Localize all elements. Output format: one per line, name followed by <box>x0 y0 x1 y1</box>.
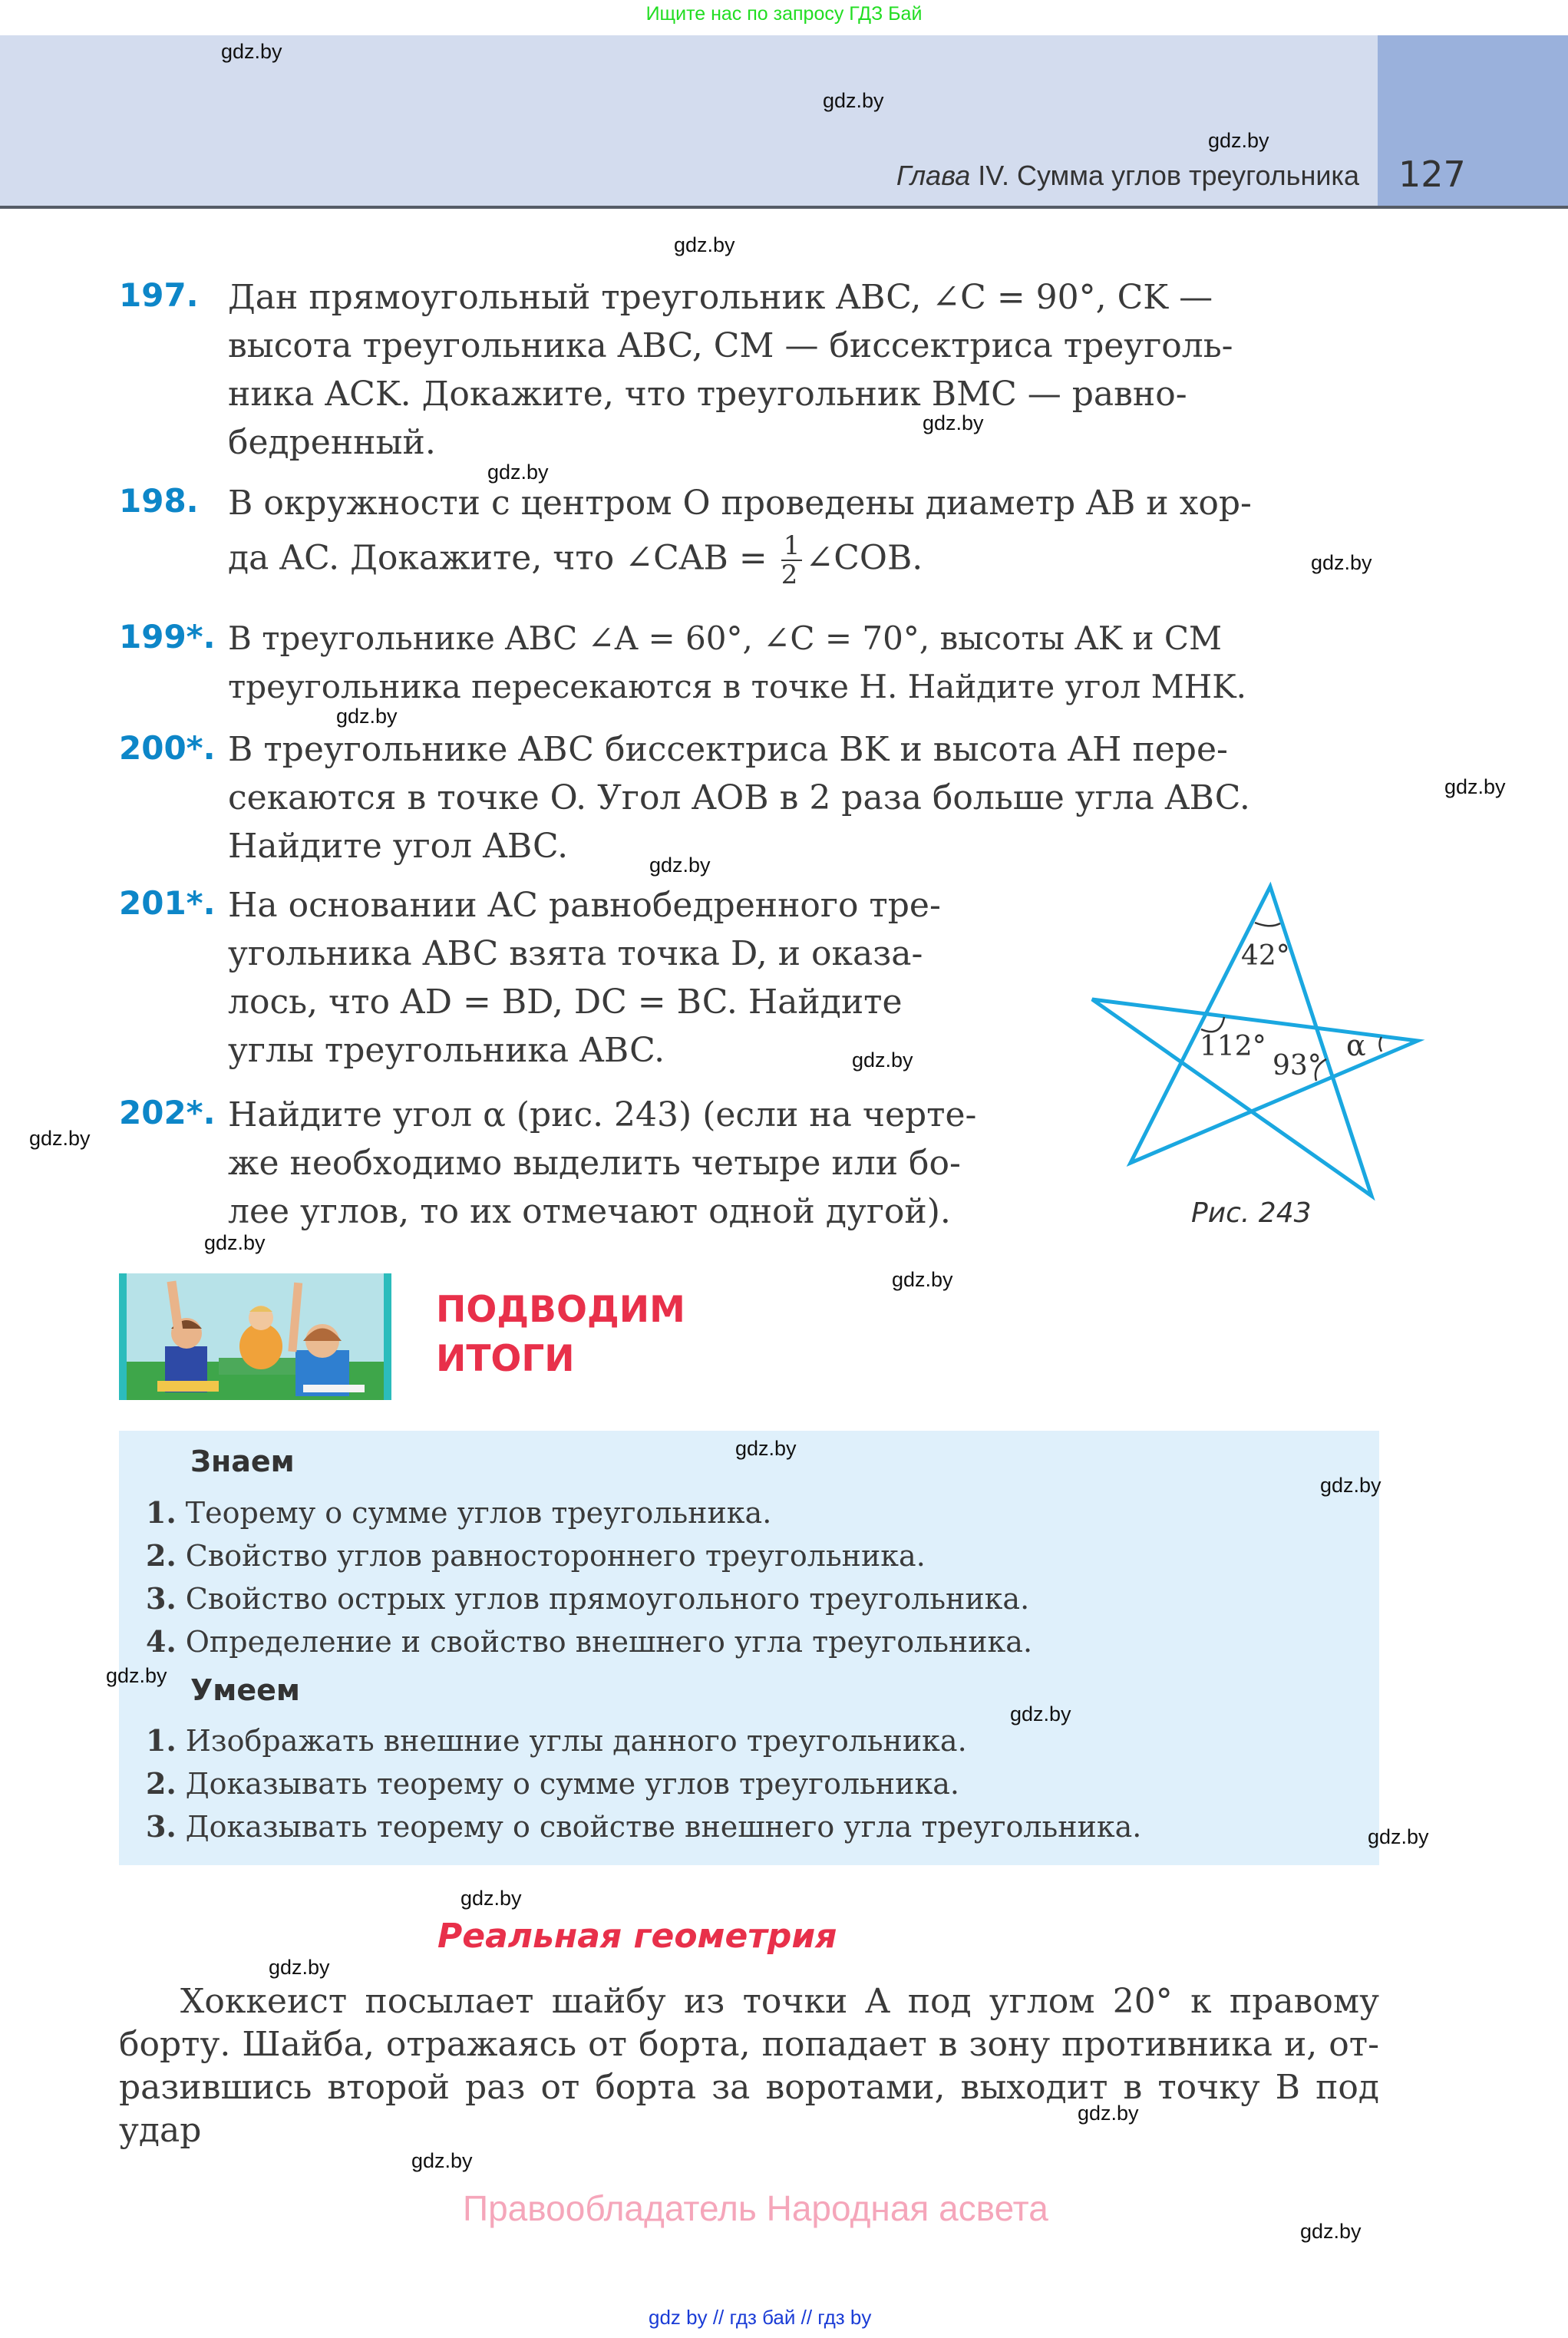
text-line: угольника ABC взята точка D, и оказа- <box>228 934 923 973</box>
can-list <box>146 1719 1141 1848</box>
watermark: gdz.by <box>1010 1702 1071 1725</box>
exercise-202 <box>228 1091 1054 1236</box>
watermark: gdz.by <box>29 1127 91 1150</box>
watermark: gdz.by <box>204 1231 266 1254</box>
exercise-197 <box>228 273 1379 467</box>
text-line: Найдите угол ABC. <box>228 827 569 866</box>
watermark: gdz.by <box>487 461 549 484</box>
watermark: gdz.by <box>1208 129 1269 152</box>
know-list <box>146 1491 1032 1663</box>
text-line: лось, что AD = BD, DC = BC. Найдите <box>228 982 903 1022</box>
exercise-200 <box>228 725 1379 870</box>
watermark: gdz.by <box>923 411 984 434</box>
exercise-number: 201*. <box>119 884 216 922</box>
exercise-198 <box>228 479 1379 589</box>
text-line: В треугольнике ABC биссектриса BK и высота AH пере- <box>228 730 1228 769</box>
watermark: gdz.by <box>221 40 282 63</box>
chapter-name: IV. Сумма углов треугольника <box>978 160 1359 191</box>
watermark: gdz.by <box>1300 2220 1362 2243</box>
text-line: треугольника пересекаются в точке H. Найдите угол MHK. <box>228 668 1246 705</box>
summary-title: ПОДВОДИМ ИТОГИ <box>436 1289 685 1380</box>
angle-label-top: 42° <box>1241 940 1290 972</box>
list-item: 4. Определение и свойство внешнего угла треугольника. <box>146 1624 1033 1659</box>
real-geometry-heading: Реальная геометрия <box>437 1917 837 1956</box>
figure-caption: Рис. 243 <box>1191 1197 1312 1229</box>
watermark: gdz.by <box>735 1437 797 1460</box>
text-line: борту. Шайба, отражаясь от борта, попадает в зону противника и, от- <box>119 2025 1379 2064</box>
footer-links[interactable]: gdz by // гдз бай // гдз by <box>649 2306 872 2329</box>
exercise-number: 198. <box>119 482 199 520</box>
watermark: gdz.by <box>1078 2102 1139 2125</box>
list-item: 2. Доказывать теорему о сумме углов треугольника. <box>146 1766 959 1801</box>
top-banner: Ищите нас по запросу ГДЗ Бай <box>645 3 923 25</box>
list-item: 1. Теорему о сумме углов треугольника. <box>146 1495 772 1530</box>
exercise-number: 199*. <box>119 618 216 655</box>
watermark: gdz.by <box>649 854 711 877</box>
exercise-number: 197. <box>119 276 199 314</box>
watermark: gdz.by <box>823 89 884 112</box>
text-line: углы треугольника ABC. <box>228 1031 665 1070</box>
angle-label-left: 112° <box>1200 1031 1266 1062</box>
chapter-prefix: Глава <box>896 160 971 191</box>
text-line: ника ACK. Докажите, что треугольник BMC — равно- <box>228 375 1187 414</box>
watermark: gdz.by <box>1444 775 1506 798</box>
exercise-number: 202*. <box>119 1094 216 1131</box>
text-line: Хоккеист посылает шайбу из точки A под углом 20° к правому <box>180 1982 1379 2021</box>
watermark: gdz.by <box>852 1048 913 1072</box>
copyright-notice: Правообладатель Народная асвета <box>463 2188 1048 2228</box>
summary-illustration <box>119 1273 391 1400</box>
list-item: 1. Изображать внешние углы данного треугольника. <box>146 1723 967 1758</box>
chapter-title <box>896 160 1359 192</box>
watermark: gdz.by <box>411 2149 473 2172</box>
text-line: разившись второй раз от борта за воротами, выходит в точку B под удар <box>119 2068 1379 2150</box>
text-line: секаются в точке O. Угол AOB в 2 раза больше угла ABC. <box>228 778 1250 817</box>
watermark: gdz.by <box>674 233 735 256</box>
page-number: 127 <box>1398 154 1466 195</box>
watermark: gdz.by <box>1368 1825 1429 1848</box>
exercise-201 <box>228 881 1054 1075</box>
angle-arc-alpha <box>1380 1037 1382 1052</box>
list-item: 2. Свойство углов равностороннего треугольника. <box>146 1538 926 1573</box>
exercise-number: 200*. <box>119 729 216 767</box>
fraction: $\frac{1}{2}$ <box>781 532 803 589</box>
text-line: В треугольнике ABC ∠A = 60°, ∠C = 70°, высоты AK и CM <box>228 619 1223 657</box>
watermark: gdz.by <box>460 1887 522 1910</box>
text-line: лее углов, то их отмечают одной дугой). <box>228 1192 951 1231</box>
text-line: На основании AC равнобедренного тре- <box>228 886 941 925</box>
watermark: gdz.by <box>336 705 398 728</box>
text-line: да AC. Докажите, что ∠CAB = $\frac{1}{2}$ ∠COB. <box>228 530 923 590</box>
watermark: gdz.by <box>892 1268 953 1291</box>
angle-label-middle: 93° <box>1273 1050 1322 1081</box>
angle-arc-top <box>1255 923 1280 926</box>
angle-label-alpha: α <box>1346 1029 1366 1062</box>
exercise-199 <box>228 614 1379 711</box>
text-line: Дан прямоугольный треугольник ABC, ∠C = 90°, CK — <box>228 278 1213 317</box>
star-figure <box>1074 867 1435 1228</box>
list-item: 3. Свойство острых углов прямоугольного треугольника. <box>146 1581 1030 1616</box>
text-line: высота треугольника ABC, CM — биссектриса треуголь- <box>228 326 1233 365</box>
text-line: Найдите угол α (рис. 243) (если на черте- <box>228 1095 977 1134</box>
text-line: же необходимо выделить четыре или бо- <box>228 1144 961 1183</box>
watermark: gdz.by <box>1311 551 1372 574</box>
text-line: бедренный. <box>228 423 436 462</box>
know-heading: Знаем <box>190 1445 295 1478</box>
watermark: gdz.by <box>269 1956 330 1979</box>
text-line: В окружности с центром O проведены диаметр AB и хор- <box>228 484 1252 523</box>
can-heading: Умеем <box>190 1673 300 1707</box>
students-illustration <box>127 1273 384 1400</box>
header-divider <box>0 206 1568 209</box>
real-geometry-text <box>119 1980 1379 2152</box>
watermark: gdz.by <box>106 1664 167 1687</box>
watermark: gdz.by <box>1320 1474 1381 1497</box>
list-item: 3. Доказывать теорему о свойстве внешнего угла треугольника. <box>146 1809 1142 1844</box>
